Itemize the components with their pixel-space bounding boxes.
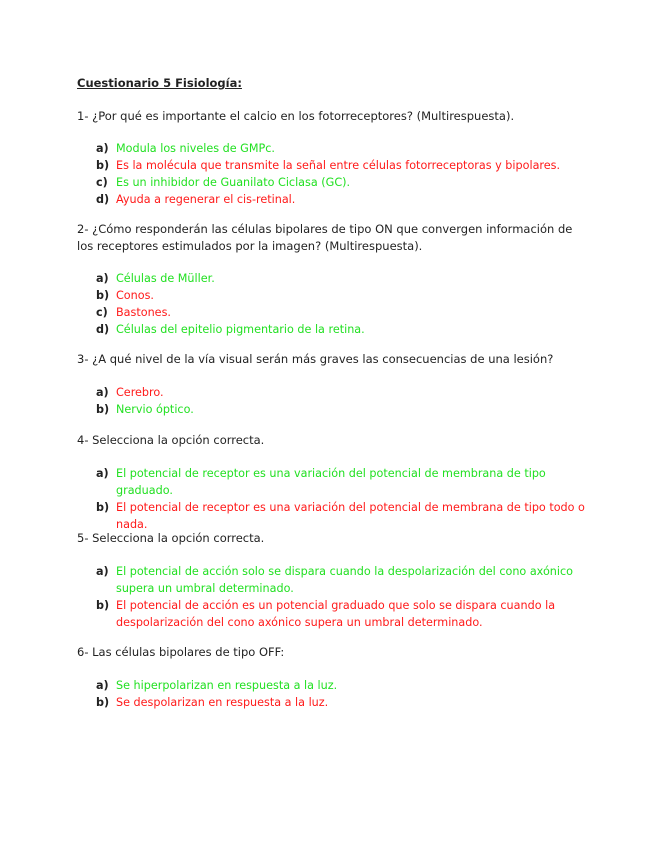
option-text: Se hiperpolarizan en respuesta a la luz. bbox=[116, 679, 338, 692]
option-text: Nervio óptico. bbox=[116, 403, 194, 416]
option-text: Modula los niveles de GMPc. bbox=[116, 142, 275, 155]
option-2c bbox=[96, 304, 586, 321]
option-1b bbox=[96, 157, 586, 174]
question-6: 6- Las células bipolares de tipo OFF: bbox=[77, 645, 285, 659]
option-text: Bastones. bbox=[116, 306, 171, 319]
option-letter: b) bbox=[96, 599, 110, 612]
option-4a bbox=[96, 465, 586, 499]
option-letter: a) bbox=[96, 565, 109, 578]
option-2d bbox=[96, 321, 586, 338]
question-2: 2- ¿Cómo responderán las células bipolares de tipo ON que convergen información de los receptores estimulados por la imagen? (Multirespuesta). bbox=[77, 222, 573, 253]
question-5: 5- Selecciona la opción correcta. bbox=[77, 531, 265, 545]
question-4: 4- Selecciona la opción correcta. bbox=[77, 433, 265, 447]
option-3b bbox=[96, 401, 586, 418]
option-text: El potencial de receptor es una variación del potencial de membrana de tipo graduado. bbox=[116, 467, 546, 497]
option-1d bbox=[96, 191, 586, 208]
option-text: El potencial de receptor es una variación del potencial de membrana de tipo todo o nada. bbox=[116, 501, 585, 531]
option-letter: c) bbox=[96, 176, 108, 189]
option-text: Células de Müller. bbox=[116, 272, 215, 285]
option-text: Es un inhibidor de Guanilato Ciclasa (GC). bbox=[116, 176, 351, 189]
option-3a bbox=[96, 384, 586, 401]
option-letter: b) bbox=[96, 159, 110, 172]
option-letter: a) bbox=[96, 467, 109, 480]
option-4b bbox=[96, 499, 586, 533]
page-title: Cuestionario 5 Fisiología: bbox=[77, 76, 242, 90]
option-text: El potencial de acción solo se dispara cuando la despolarización del cono axónico supera un umbral determinado. bbox=[116, 565, 573, 595]
option-text: Ayuda a regenerar el cis-retinal. bbox=[116, 193, 296, 206]
options-list-3 bbox=[96, 384, 586, 418]
options-list-2 bbox=[96, 270, 586, 338]
option-text: Es la molécula que transmite la señal entre células fotorreceptoras y bipolares. bbox=[116, 159, 561, 172]
option-2a bbox=[96, 270, 586, 287]
option-letter: c) bbox=[96, 306, 108, 319]
options-list-5 bbox=[96, 563, 586, 631]
question-1: 1- ¿Por qué es importante el calcio en los fotorreceptores? (Multirespuesta). bbox=[77, 109, 515, 123]
option-text: Células del epitelio pigmentario de la retina. bbox=[116, 323, 365, 336]
options-list-4 bbox=[96, 465, 586, 533]
option-letter: b) bbox=[96, 289, 110, 302]
option-5b bbox=[96, 597, 586, 631]
option-6b bbox=[96, 694, 586, 711]
option-1a bbox=[96, 140, 586, 157]
option-text: Conos. bbox=[116, 289, 154, 302]
options-list-1 bbox=[96, 140, 586, 208]
option-letter: a) bbox=[96, 272, 109, 285]
option-5a bbox=[96, 563, 586, 597]
option-6a bbox=[96, 677, 586, 694]
option-1c bbox=[96, 174, 586, 191]
question-3: 3- ¿A qué nivel de la vía visual serán más graves las consecuencias de una lesión? bbox=[77, 352, 554, 366]
option-2b bbox=[96, 287, 586, 304]
option-letter: a) bbox=[96, 142, 109, 155]
option-text: Se despolarizan en respuesta a la luz. bbox=[116, 696, 329, 709]
option-letter: b) bbox=[96, 696, 110, 709]
option-letter: d) bbox=[96, 323, 110, 336]
option-letter: b) bbox=[96, 501, 110, 514]
option-letter: a) bbox=[96, 679, 109, 692]
option-letter: d) bbox=[96, 193, 110, 206]
option-text: Cerebro. bbox=[116, 386, 164, 399]
option-letter: a) bbox=[96, 386, 109, 399]
options-list-6 bbox=[96, 677, 586, 711]
option-letter: b) bbox=[96, 403, 110, 416]
option-text: El potencial de acción es un potencial graduado que solo se dispara cuando la despolarización del cono axónico supera un umbral determinado. bbox=[116, 599, 556, 629]
